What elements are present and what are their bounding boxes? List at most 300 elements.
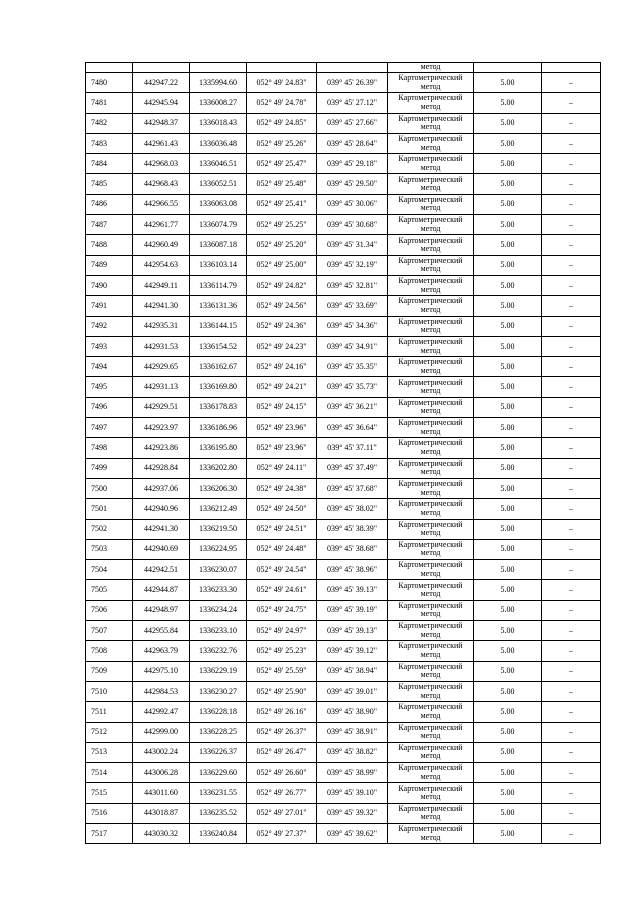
cell-method: Картометрический метод [388, 397, 474, 417]
cell-point-number: 7505 [86, 580, 133, 600]
cell-point-number: 7495 [86, 377, 133, 397]
cell-accuracy: 5.00 [474, 722, 542, 742]
cell-x: 442947.22 [133, 73, 190, 93]
cell-longitude: 039° 45' 34.91" [317, 336, 388, 356]
cell-method: Картометрический метод [388, 154, 474, 174]
cell-note: – [542, 722, 601, 742]
cell-accuracy: 5.00 [474, 641, 542, 661]
cell-latitude: 052° 49' 25.41" [247, 194, 317, 214]
cell-longitude: 039° 45' 36.21" [317, 397, 388, 417]
cell-method: Картометрический метод [388, 478, 474, 498]
cell-latitude: 052° 49' 24.83" [247, 73, 317, 93]
cell-latitude: 052° 49' 24.56" [247, 296, 317, 316]
cell-empty [133, 63, 190, 73]
cell-longitude: 039° 45' 37.11" [317, 438, 388, 458]
cell-method: метод [388, 63, 474, 73]
cell-y: 1336114.79 [190, 275, 247, 295]
cell-method: Картометрический метод [388, 722, 474, 742]
cell-x: 443006.28 [133, 763, 190, 783]
cell-point-number: 7502 [86, 519, 133, 539]
cell-longitude: 039° 45' 27.12" [317, 93, 388, 113]
cell-method: Картометрический метод [388, 742, 474, 762]
cell-x: 442955.84 [133, 621, 190, 641]
cell-note: – [542, 255, 601, 275]
cell-y: 1336154.52 [190, 336, 247, 356]
cell-point-number: 7504 [86, 560, 133, 580]
cell-point-number: 7497 [86, 418, 133, 438]
cell-y: 1336230.27 [190, 681, 247, 701]
cell-point-number: 7480 [86, 73, 133, 93]
cell-latitude: 052° 49' 25.48" [247, 174, 317, 194]
cell-longitude: 039° 45' 38.99" [317, 763, 388, 783]
cell-method: Картометрический метод [388, 438, 474, 458]
cell-x: 442928.84 [133, 458, 190, 478]
cell-point-number: 7517 [86, 823, 133, 843]
table-row [86, 255, 601, 275]
cell-y: 1336178.83 [190, 397, 247, 417]
cell-longitude: 039° 45' 39.62" [317, 823, 388, 843]
cell-longitude: 039° 45' 38.91" [317, 722, 388, 742]
table-row [86, 742, 601, 762]
cell-latitude: 052° 49' 23.96" [247, 438, 317, 458]
cell-note: – [542, 560, 601, 580]
cell-note: – [542, 621, 601, 641]
table-row [86, 783, 601, 803]
cell-method: Картометрический метод [388, 357, 474, 377]
cell-accuracy: 5.00 [474, 763, 542, 783]
cell-method: Картометрический метод [388, 580, 474, 600]
cell-method: Картометрический метод [388, 681, 474, 701]
cell-method: Картометрический метод [388, 336, 474, 356]
cell-method: Картометрический метод [388, 73, 474, 93]
cell-method: Картометрический метод [388, 763, 474, 783]
cell-latitude: 052° 49' 24.54" [247, 560, 317, 580]
cell-method: Картометрический метод [388, 539, 474, 559]
cell-x: 442948.97 [133, 600, 190, 620]
cell-latitude: 052° 49' 25.23" [247, 641, 317, 661]
table-row [86, 823, 601, 843]
cell-empty [542, 63, 601, 73]
cell-method: Картометрический метод [388, 377, 474, 397]
cell-accuracy: 5.00 [474, 397, 542, 417]
cell-longitude: 039° 45' 39.13" [317, 580, 388, 600]
cell-note: – [542, 803, 601, 823]
cell-y: 1336233.10 [190, 621, 247, 641]
cell-latitude: 052° 49' 24.85" [247, 113, 317, 133]
cell-point-number: 7487 [86, 215, 133, 235]
cell-note: – [542, 194, 601, 214]
cell-x: 442968.03 [133, 154, 190, 174]
cell-y: 1336186.96 [190, 418, 247, 438]
cell-x: 442961.77 [133, 215, 190, 235]
cell-note: – [542, 661, 601, 681]
cell-note: – [542, 336, 601, 356]
cell-empty [474, 63, 542, 73]
cell-accuracy: 5.00 [474, 742, 542, 762]
cell-longitude: 039° 45' 39.32" [317, 803, 388, 823]
cell-y: 1336240.84 [190, 823, 247, 843]
table-row [86, 418, 601, 438]
cell-longitude: 039° 45' 32.81" [317, 275, 388, 295]
cell-y: 1336169.80 [190, 377, 247, 397]
cell-x: 442966.55 [133, 194, 190, 214]
table-row [86, 154, 601, 174]
cell-point-number: 7482 [86, 113, 133, 133]
cell-accuracy: 5.00 [474, 458, 542, 478]
cell-longitude: 039° 45' 38.94" [317, 661, 388, 681]
cell-note: – [542, 641, 601, 661]
cell-accuracy: 5.00 [474, 235, 542, 255]
cell-x: 442960.49 [133, 235, 190, 255]
cell-y: 1336036.48 [190, 133, 247, 153]
cell-note: – [542, 215, 601, 235]
table-row [86, 438, 601, 458]
cell-note: – [542, 316, 601, 336]
cell-method: Картометрический метод [388, 803, 474, 823]
cell-empty [190, 63, 247, 73]
cell-note: – [542, 702, 601, 722]
cell-y: 1336063.08 [190, 194, 247, 214]
cell-latitude: 052° 49' 24.21" [247, 377, 317, 397]
cell-method: Картометрический метод [388, 275, 474, 295]
cell-note: – [542, 174, 601, 194]
cell-latitude: 052° 49' 26.37" [247, 722, 317, 742]
cell-y: 1336206.30 [190, 478, 247, 498]
cell-method: Картометрический метод [388, 255, 474, 275]
table-row [86, 73, 601, 93]
cell-latitude: 052° 49' 27.37" [247, 823, 317, 843]
cell-y: 1336046.51 [190, 154, 247, 174]
cell-latitude: 052° 49' 23.96" [247, 418, 317, 438]
cell-longitude: 039° 45' 28.64" [317, 133, 388, 153]
table-row [86, 519, 601, 539]
cell-longitude: 039° 45' 38.96" [317, 560, 388, 580]
cell-point-number: 7507 [86, 621, 133, 641]
cell-accuracy: 5.00 [474, 73, 542, 93]
cell-note: – [542, 499, 601, 519]
cell-longitude: 039° 45' 39.10" [317, 783, 388, 803]
cell-latitude: 052° 49' 24.97" [247, 621, 317, 641]
cell-y: 1336219.50 [190, 519, 247, 539]
cell-method: Картометрический метод [388, 823, 474, 843]
cell-method: Картометрический метод [388, 621, 474, 641]
cell-latitude: 052° 49' 25.00" [247, 255, 317, 275]
cell-longitude: 039° 45' 36.64" [317, 418, 388, 438]
cell-x: 442999.00 [133, 722, 190, 742]
cell-longitude: 039° 45' 39.13" [317, 621, 388, 641]
cell-longitude: 039° 45' 30.06" [317, 194, 388, 214]
cell-y: 1336008.27 [190, 93, 247, 113]
cell-method: Картометрический метод [388, 600, 474, 620]
cell-accuracy: 5.00 [474, 357, 542, 377]
cell-point-number: 7481 [86, 93, 133, 113]
cell-accuracy: 5.00 [474, 702, 542, 722]
cell-note: – [542, 580, 601, 600]
table-row [86, 93, 601, 113]
cell-x: 443002.24 [133, 742, 190, 762]
cell-x: 442931.53 [133, 336, 190, 356]
cell-y: 1336229.19 [190, 661, 247, 681]
table-row [86, 458, 601, 478]
cell-accuracy: 5.00 [474, 539, 542, 559]
table-row [86, 235, 601, 255]
table-row [86, 336, 601, 356]
cell-latitude: 052° 49' 26.47" [247, 742, 317, 762]
cell-x: 442941.30 [133, 519, 190, 539]
cell-x: 442940.96 [133, 499, 190, 519]
cell-y: 1336233.30 [190, 580, 247, 600]
cell-method: Картометрический метод [388, 296, 474, 316]
cell-note: – [542, 763, 601, 783]
coordinates-table-body [86, 63, 601, 844]
cell-latitude: 052° 49' 27.01" [247, 803, 317, 823]
cell-y: 1336232.76 [190, 641, 247, 661]
cell-longitude: 039° 45' 37.68" [317, 478, 388, 498]
cell-x: 442963.79 [133, 641, 190, 661]
cell-accuracy: 5.00 [474, 560, 542, 580]
cell-accuracy: 5.00 [474, 194, 542, 214]
cell-x: 442935.31 [133, 316, 190, 336]
cell-y: 1335994.60 [190, 73, 247, 93]
table-row [86, 478, 601, 498]
table-row [86, 539, 601, 559]
cell-point-number: 7506 [86, 600, 133, 620]
cell-accuracy: 5.00 [474, 215, 542, 235]
cell-longitude: 039° 45' 39.01" [317, 681, 388, 701]
cell-method: Картометрический метод [388, 215, 474, 235]
cell-longitude: 039° 45' 32.19" [317, 255, 388, 275]
table-row [86, 499, 601, 519]
cell-longitude: 039° 45' 31.34" [317, 235, 388, 255]
table-row [86, 296, 601, 316]
table-row [86, 397, 601, 417]
cell-longitude: 039° 45' 37.49" [317, 458, 388, 478]
table-row [86, 600, 601, 620]
cell-empty [86, 63, 133, 73]
table-row [86, 316, 601, 336]
cell-point-number: 7492 [86, 316, 133, 336]
cell-y: 1336234.24 [190, 600, 247, 620]
cell-accuracy: 5.00 [474, 580, 542, 600]
cell-x: 442929.65 [133, 357, 190, 377]
cell-accuracy: 5.00 [474, 154, 542, 174]
cell-y: 1336162.67 [190, 357, 247, 377]
cell-note: – [542, 458, 601, 478]
cell-y: 1336228.18 [190, 702, 247, 722]
cell-accuracy: 5.00 [474, 133, 542, 153]
cell-empty [317, 63, 388, 73]
cell-method: Картометрический метод [388, 641, 474, 661]
cell-y: 1336202.80 [190, 458, 247, 478]
cell-point-number: 7509 [86, 661, 133, 681]
cell-y: 1336228.25 [190, 722, 247, 742]
cell-accuracy: 5.00 [474, 174, 542, 194]
cell-note: – [542, 73, 601, 93]
table-row-continuation [86, 63, 601, 73]
cell-method: Картометрический метод [388, 174, 474, 194]
cell-note: – [542, 438, 601, 458]
cell-point-number: 7483 [86, 133, 133, 153]
cell-longitude: 039° 45' 38.68" [317, 539, 388, 559]
cell-point-number: 7511 [86, 702, 133, 722]
cell-latitude: 052° 49' 24.23" [247, 336, 317, 356]
cell-accuracy: 5.00 [474, 438, 542, 458]
table-row [86, 681, 601, 701]
cell-latitude: 052° 49' 24.78" [247, 93, 317, 113]
cell-latitude: 052° 49' 24.61" [247, 580, 317, 600]
cell-point-number: 7516 [86, 803, 133, 823]
cell-method: Картометрический метод [388, 93, 474, 113]
cell-accuracy: 5.00 [474, 255, 542, 275]
cell-point-number: 7498 [86, 438, 133, 458]
cell-y: 1336235.52 [190, 803, 247, 823]
cell-accuracy: 5.00 [474, 783, 542, 803]
cell-y: 1336087.18 [190, 235, 247, 255]
cell-point-number: 7485 [86, 174, 133, 194]
cell-x: 442923.97 [133, 418, 190, 438]
cell-longitude: 039° 45' 29.50" [317, 174, 388, 194]
cell-accuracy: 5.00 [474, 418, 542, 438]
cell-x: 442944.87 [133, 580, 190, 600]
cell-note: – [542, 154, 601, 174]
cell-y: 1336131.36 [190, 296, 247, 316]
cell-longitude: 039° 45' 38.82" [317, 742, 388, 762]
cell-x: 442923.86 [133, 438, 190, 458]
cell-method: Картометрический метод [388, 235, 474, 255]
table-row [86, 661, 601, 681]
cell-x: 443018.87 [133, 803, 190, 823]
cell-x: 442975.10 [133, 661, 190, 681]
cell-note: – [542, 478, 601, 498]
cell-point-number: 7496 [86, 397, 133, 417]
cell-x: 442929.51 [133, 397, 190, 417]
table-row [86, 174, 601, 194]
cell-empty [247, 63, 317, 73]
cell-y: 1336230.07 [190, 560, 247, 580]
cell-note: – [542, 275, 601, 295]
cell-latitude: 052° 49' 26.60" [247, 763, 317, 783]
table-row [86, 702, 601, 722]
cell-point-number: 7499 [86, 458, 133, 478]
cell-method: Картометрический метод [388, 316, 474, 336]
cell-latitude: 052° 49' 26.77" [247, 783, 317, 803]
cell-x: 442968.43 [133, 174, 190, 194]
cell-accuracy: 5.00 [474, 519, 542, 539]
cell-longitude: 039° 45' 39.12" [317, 641, 388, 661]
cell-accuracy: 5.00 [474, 377, 542, 397]
cell-y: 1336212.49 [190, 499, 247, 519]
cell-latitude: 052° 49' 24.50" [247, 499, 317, 519]
cell-point-number: 7484 [86, 154, 133, 174]
cell-x: 442992.47 [133, 702, 190, 722]
cell-y: 1336195.80 [190, 438, 247, 458]
cell-x: 442984.53 [133, 681, 190, 701]
cell-method: Картометрический метод [388, 702, 474, 722]
cell-x: 443030.32 [133, 823, 190, 843]
cell-note: – [542, 235, 601, 255]
cell-longitude: 039° 45' 39.19" [317, 600, 388, 620]
cell-point-number: 7513 [86, 742, 133, 762]
cell-x: 442948.37 [133, 113, 190, 133]
cell-longitude: 039° 45' 38.39" [317, 519, 388, 539]
cell-accuracy: 5.00 [474, 316, 542, 336]
cell-y: 1336226.37 [190, 742, 247, 762]
cell-latitude: 052° 49' 25.20" [247, 235, 317, 255]
cell-longitude: 039° 45' 38.02" [317, 499, 388, 519]
table-row [86, 194, 601, 214]
cell-y: 1336103.14 [190, 255, 247, 275]
table-row [86, 580, 601, 600]
cell-y: 1336052.51 [190, 174, 247, 194]
cell-latitude: 052° 49' 24.16" [247, 357, 317, 377]
cell-note: – [542, 539, 601, 559]
cell-note: – [542, 377, 601, 397]
cell-accuracy: 5.00 [474, 336, 542, 356]
cell-note: – [542, 133, 601, 153]
cell-point-number: 7489 [86, 255, 133, 275]
cell-note: – [542, 519, 601, 539]
cell-x: 442940.69 [133, 539, 190, 559]
cell-x: 442931.13 [133, 377, 190, 397]
cell-point-number: 7500 [86, 478, 133, 498]
cell-accuracy: 5.00 [474, 93, 542, 113]
cell-accuracy: 5.00 [474, 681, 542, 701]
cell-y: 1336074.79 [190, 215, 247, 235]
cell-note: – [542, 600, 601, 620]
cell-method: Картометрический метод [388, 418, 474, 438]
cell-method: Картометрический метод [388, 499, 474, 519]
cell-point-number: 7488 [86, 235, 133, 255]
cell-accuracy: 5.00 [474, 600, 542, 620]
cell-longitude: 039° 45' 35.35" [317, 357, 388, 377]
cell-point-number: 7493 [86, 336, 133, 356]
table-row [86, 377, 601, 397]
cell-point-number: 7491 [86, 296, 133, 316]
cell-method: Картометрический метод [388, 458, 474, 478]
cell-longitude: 039° 45' 33.69" [317, 296, 388, 316]
cell-longitude: 039° 45' 29.18" [317, 154, 388, 174]
cell-latitude: 052° 49' 25.59" [247, 661, 317, 681]
cell-note: – [542, 742, 601, 762]
cell-latitude: 052° 49' 24.36" [247, 316, 317, 336]
cell-x: 443011.60 [133, 783, 190, 803]
cell-point-number: 7512 [86, 722, 133, 742]
cell-x: 442949.11 [133, 275, 190, 295]
cell-longitude: 039° 45' 27.66" [317, 113, 388, 133]
cell-method: Картометрический метод [388, 194, 474, 214]
cell-latitude: 052° 49' 25.25" [247, 215, 317, 235]
cell-method: Картометрический метод [388, 519, 474, 539]
table-row [86, 803, 601, 823]
cell-latitude: 052° 49' 26.16" [247, 702, 317, 722]
cell-point-number: 7503 [86, 539, 133, 559]
cell-accuracy: 5.00 [474, 803, 542, 823]
cell-longitude: 039° 45' 38.90" [317, 702, 388, 722]
cell-note: – [542, 357, 601, 377]
cell-method: Картометрический метод [388, 661, 474, 681]
cell-note: – [542, 783, 601, 803]
cell-latitude: 052° 49' 24.48" [247, 539, 317, 559]
cell-latitude: 052° 49' 24.82" [247, 275, 317, 295]
cell-note: – [542, 823, 601, 843]
cell-accuracy: 5.00 [474, 275, 542, 295]
table-row [86, 722, 601, 742]
cell-method: Картометрический метод [388, 133, 474, 153]
cell-accuracy: 5.00 [474, 296, 542, 316]
cell-method: Картометрический метод [388, 560, 474, 580]
table-row [86, 763, 601, 783]
cell-accuracy: 5.00 [474, 621, 542, 641]
